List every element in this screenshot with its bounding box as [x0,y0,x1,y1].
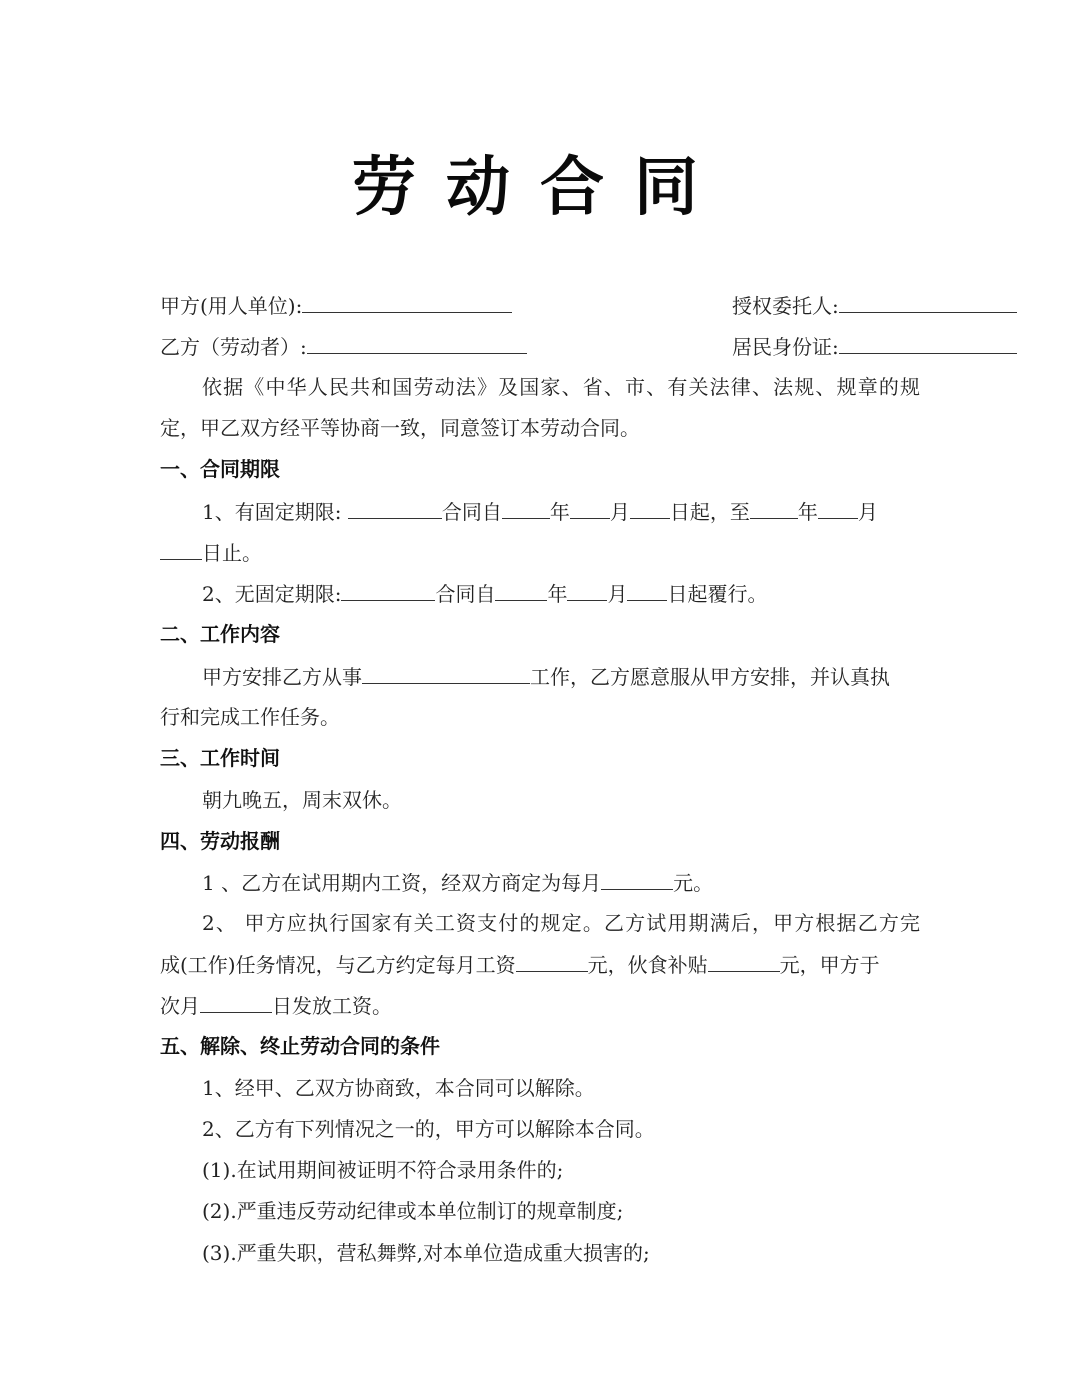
payday-suffix: 日发放工资。 [272,994,392,1018]
section-1-heading: 一、合同期限 [160,457,280,481]
fixed-year-label: 年 [549,500,570,524]
section-2-heading: 二、工作内容 [160,622,280,646]
open-term-prefix: 2、无固定期限: [202,582,342,606]
open-end-label: 日起覆行。 [667,582,768,606]
party-a-row [160,290,920,321]
open-term-blank[interactable] [341,578,435,601]
fixed-term-row [202,496,920,527]
fixed-month2-label: 月 [857,500,878,524]
fixed-term-month2-blank[interactable] [818,496,858,519]
salary-rule-line-2 [160,949,920,980]
meal-allowance-blank[interactable] [708,949,780,972]
open-term-month-blank[interactable] [567,578,607,601]
fixed-term-year2-blank[interactable] [750,496,798,519]
probation-salary-row [202,867,920,898]
probation-salary-prefix: 1 、乙方在试用期内工资，经双方商定为每月 [202,871,602,895]
id-card-blank[interactable] [839,331,1017,354]
monthly-salary-label: 成(工作)任务情况，与乙方约定每月工资 [160,953,516,977]
work-content-suffix: 工作，乙方愿意服从甲方安排，并认真执 [530,665,890,689]
fixed-term-end-row [160,537,920,568]
preamble-line-2: 定，甲乙双方经平等协商一致，同意签订本劳动合同。 [160,416,640,440]
open-month-label: 月 [607,582,628,606]
meal-allowance-label: 元，伙食补贴 [587,953,708,977]
salary-rule-line-1: 2、 甲方应执行国家有关工资支付的规定。乙方试用期满后，甲方根据乙方完 [202,911,920,935]
next-month-label: 次月 [160,994,200,1018]
payday-blank[interactable] [200,990,272,1013]
probation-salary-unit: 元。 [673,871,714,895]
fixed-term-from-label: 合同自 [441,500,502,524]
fixed-year2-label: 年 [797,500,818,524]
termination-item-3: (1).在试用期间被证明不符合录用条件的; [202,1158,564,1182]
fixed-term-prefix: 1、有固定期限: [202,500,342,524]
fixed-term-blank[interactable] [348,496,442,519]
work-content-row [202,661,920,692]
job-title-blank[interactable] [362,661,530,684]
fixed-month-label: 月 [609,500,630,524]
fixed-term-month-blank[interactable] [570,496,610,519]
fixed-end-label: 日止。 [202,541,262,565]
party-a-blank[interactable] [302,290,512,313]
fixed-term-day2-blank[interactable] [160,537,202,560]
preamble-line-1: 依据《中华人民共和国劳动法》及国家、省、市、有关法律、法规、规章的规 [202,375,920,399]
open-year-label: 年 [547,582,568,606]
party-a-label: 甲方(用人单位): [160,294,303,318]
payday-label: 元，甲方于 [779,953,880,977]
section-3-heading: 三、工作时间 [160,746,280,770]
open-term-year-blank[interactable] [495,578,547,601]
probation-salary-blank[interactable] [601,867,673,890]
party-b-label: 乙方（劳动者）: [160,335,307,359]
section-5-heading: 五、解除、终止劳动合同的条件 [160,1034,440,1058]
document-title: 劳动合同 [352,151,728,225]
open-term-row [202,578,920,609]
fixed-term-year-blank[interactable] [502,496,550,519]
work-content-prefix: 甲方安排乙方从事 [202,665,362,689]
termination-item-1: 1、经甲、乙双方协商致，本合同可以解除。 [202,1076,595,1100]
open-term-day-blank[interactable] [627,578,667,601]
termination-item-4: (2).严重违反劳动纪律或本单位制订的规章制度; [202,1199,624,1223]
work-hours-text: 朝九晚五，周末双休。 [202,788,402,812]
party-b-row [160,331,920,362]
id-card-label: 居民身份证: [732,335,839,359]
fixed-day-from-label: 日起，至 [669,500,750,524]
agent-label: 授权委托人: [732,294,839,318]
termination-item-5: (3).严重失职，营私舞弊,对本单位造成重大损害的; [202,1241,650,1265]
work-content-line-2: 行和完成工作任务。 [160,705,340,729]
agent-blank[interactable] [839,290,1017,313]
party-b-blank[interactable] [307,331,527,354]
termination-item-2: 2、乙方有下列情况之一的，甲方可以解除本合同。 [202,1117,655,1141]
open-term-from-label: 合同自 [435,582,496,606]
fixed-term-day-blank[interactable] [630,496,670,519]
section-4-heading: 四、劳动报酬 [160,829,280,853]
salary-rule-line-3 [160,990,920,1021]
monthly-salary-blank[interactable] [516,949,588,972]
